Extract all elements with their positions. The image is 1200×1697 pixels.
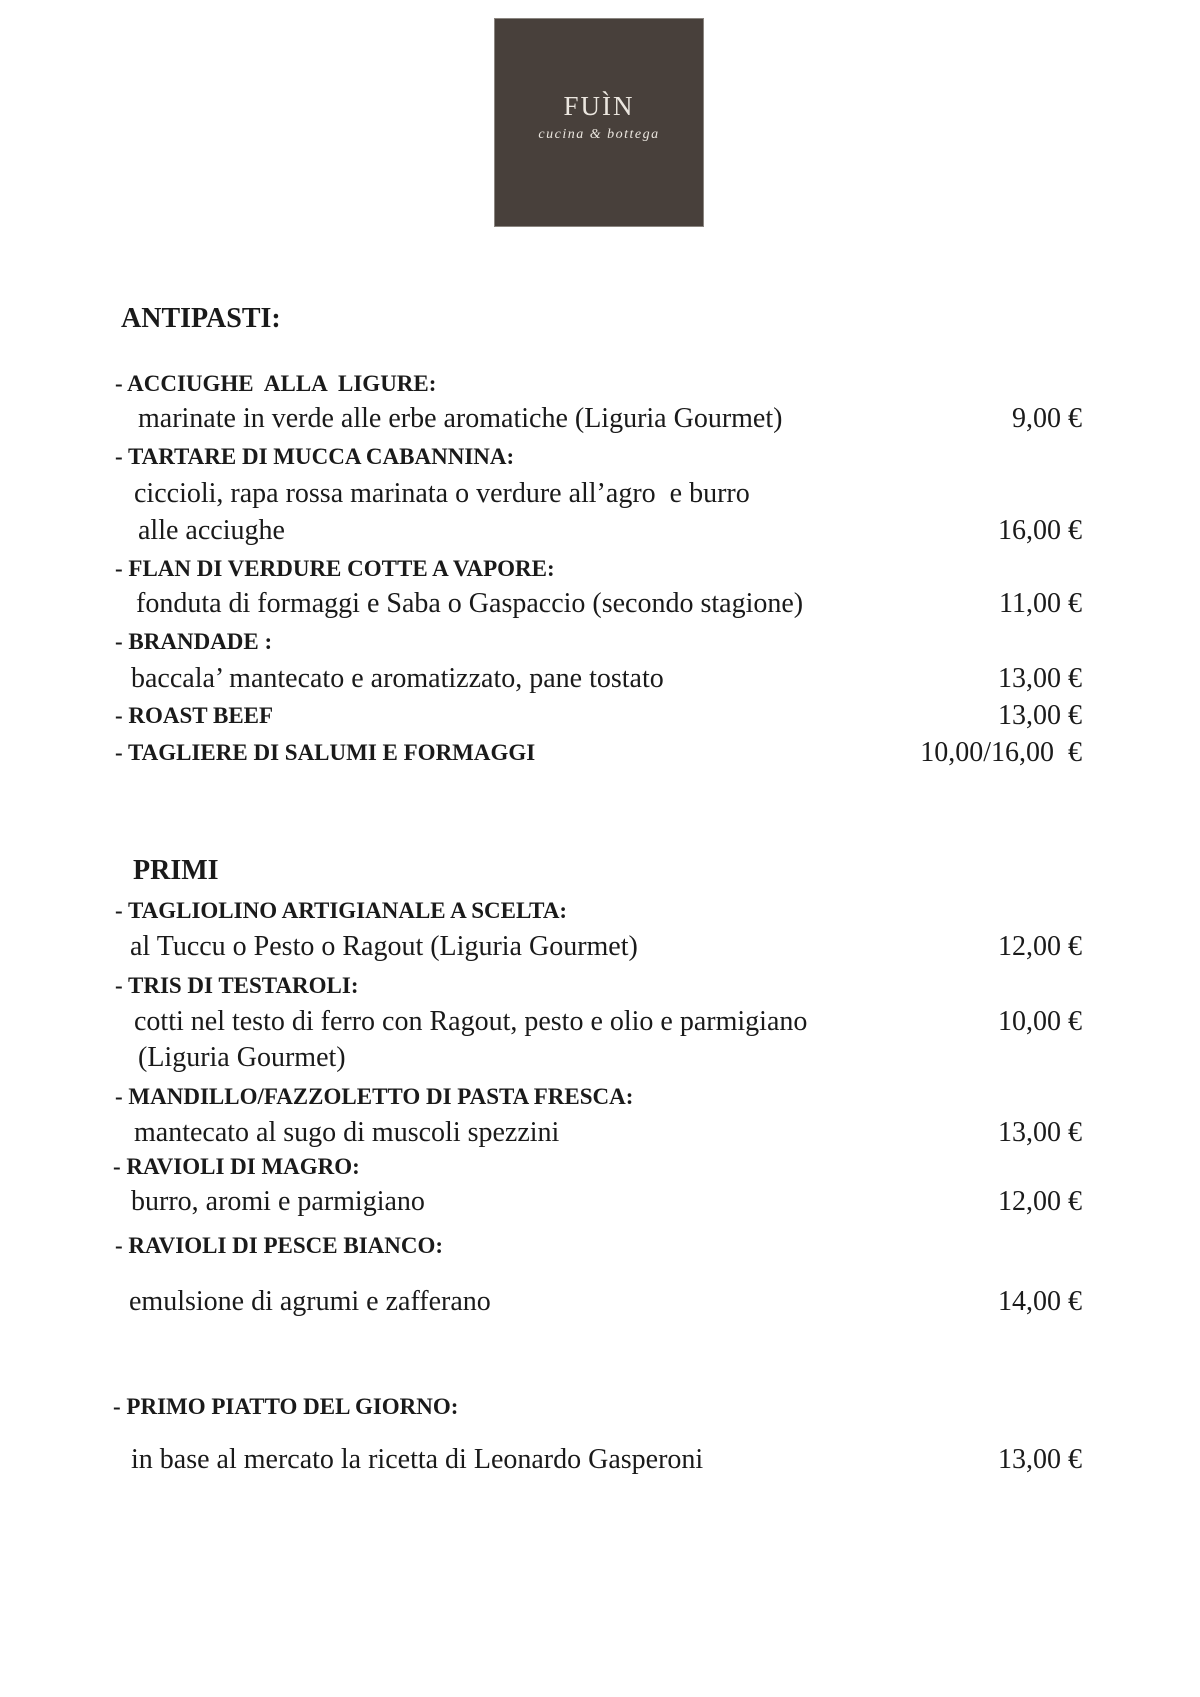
- dish-price: 16,00 €: [998, 515, 1082, 546]
- dish-name: - BRANDADE :: [115, 629, 273, 654]
- dish-price: 12,00 €: [998, 931, 1082, 962]
- dish-price: 9,00 €: [1012, 403, 1082, 434]
- dish-price: 10,00/16,00 €: [920, 737, 1082, 768]
- dish-name: - TARTARE DI MUCCA CABANNINA:: [115, 444, 515, 469]
- dish-name: - RAVIOLI DI MAGRO:: [113, 1154, 360, 1179]
- restaurant-logo: [494, 18, 704, 227]
- dish-name: - ROAST BEEF: [115, 703, 274, 728]
- dish-price: 13,00 €: [998, 1117, 1082, 1148]
- dish-price: 14,00 €: [998, 1286, 1082, 1317]
- dish-description: fonduta di formaggi e Saba o Gaspaccio (secondo stagione): [136, 588, 804, 619]
- section-title-primi: PRIMI: [133, 855, 219, 886]
- dish-description: mantecato al sugo di muscoli spezzini: [134, 1117, 560, 1148]
- dish-name: - FLAN DI VERDURE COTTE A VAPORE:: [115, 556, 555, 581]
- dish-description: emulsione di agrumi e zafferano: [129, 1286, 491, 1317]
- logo-tagline: cucina & bottega: [538, 127, 660, 142]
- dish-description: cotti nel testo di ferro con Ragout, pesto e olio e parmigiano: [134, 1006, 808, 1037]
- dish-price: 11,00 €: [999, 588, 1082, 619]
- dish-name: - TRIS DI TESTAROLI:: [115, 973, 359, 998]
- dish-name: - MANDILLO/FAZZOLETTO DI PASTA FRESCA:: [115, 1084, 634, 1109]
- dish-name: - RAVIOLI DI PESCE BIANCO:: [115, 1233, 444, 1258]
- dish-name: - TAGLIERE DI SALUMI E FORMAGGI: [115, 740, 536, 765]
- dish-description: ciccioli, rapa rossa marinata o verdure all’agro e burro: [134, 478, 750, 509]
- dish-description: marinate in verde alle erbe aromatiche (Liguria Gourmet): [138, 403, 783, 434]
- dish-description: al Tuccu o Pesto o Ragout (Liguria Gourmet): [130, 931, 638, 962]
- dish-description: baccala’ mantecato e aromatizzato, pane tostato: [131, 663, 664, 694]
- dish-price: 12,00 €: [998, 1186, 1082, 1217]
- dish-name: - PRIMO PIATTO DEL GIORNO:: [113, 1394, 459, 1419]
- dish-price: 13,00 €: [998, 1444, 1082, 1475]
- dish-price: 13,00 €: [998, 663, 1082, 694]
- dish-price: 13,00 €: [998, 700, 1082, 731]
- dish-description: burro, aromi e parmigiano: [131, 1186, 425, 1217]
- dish-description: in base al mercato la ricetta di Leonardo Gasperoni: [131, 1444, 704, 1475]
- dish-price: 10,00 €: [998, 1006, 1082, 1037]
- logo-brand: FUÌN: [563, 91, 635, 121]
- dish-name: - ACCIUGHE ALLA LIGURE:: [115, 371, 437, 396]
- section-title-antipasti: ANTIPASTI:: [121, 303, 281, 334]
- dish-description: (Liguria Gourmet): [138, 1042, 346, 1073]
- dish-name: - TAGLIOLINO ARTIGIANALE A SCELTA:: [115, 898, 568, 923]
- dish-description: alle acciughe: [138, 515, 285, 546]
